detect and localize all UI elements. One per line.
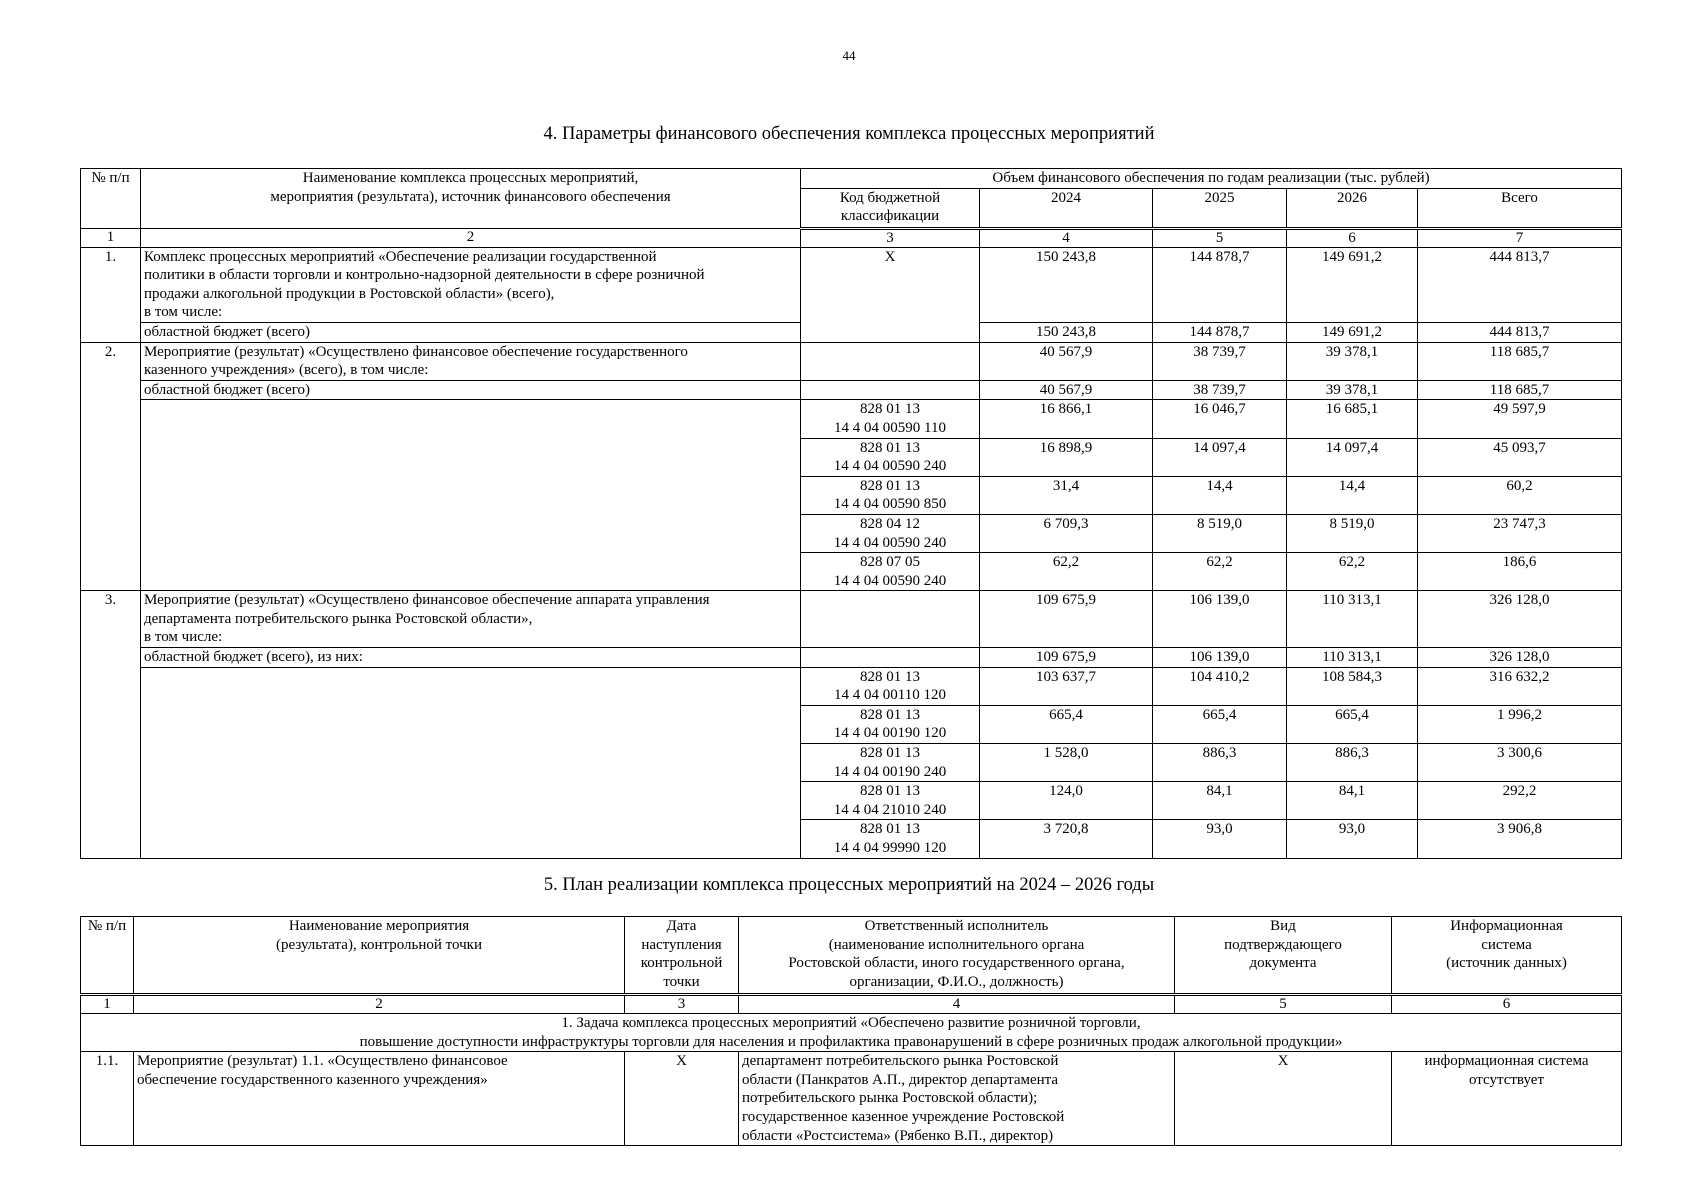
- value-2024: 109 675,9: [980, 648, 1153, 668]
- value-total: 292,2: [1418, 782, 1622, 820]
- section-5-title: 5. План реализации комплекса процессных мероприятий на 2024 – 2026 годы: [543, 875, 1155, 895]
- value-2026: 14,4: [1287, 476, 1418, 514]
- budget-kbk: [801, 380, 980, 400]
- header-name-line: мероприятия (результата), источник финансового обеспечения: [270, 188, 671, 205]
- header-info-system: Информационная система (источник данных): [1392, 917, 1622, 995]
- col-number: 2: [141, 228, 801, 247]
- header-volume: Объем финансового обеспечения по годам реализации (тыс. рублей): [801, 169, 1622, 189]
- kbk-code: 828 01 13 14 4 04 21010 240: [801, 782, 980, 820]
- row-num: 1.1.: [81, 1052, 134, 1146]
- kbk-code: 828 01 13 14 4 04 00590 240: [801, 438, 980, 476]
- value-2025: 144 878,7: [1153, 322, 1287, 342]
- item-name-line: политики в области торговли и контрольно-надзорной деятельности в сфере розничной: [144, 267, 705, 284]
- header-name: [141, 169, 801, 229]
- budget-label: областной бюджет (всего): [141, 322, 801, 342]
- item-2-row: [81, 342, 1622, 380]
- budget-label: областной бюджет (всего): [141, 380, 801, 400]
- value-2025: 106 139,0: [1153, 648, 1287, 668]
- value-2026: 8 519,0: [1287, 514, 1418, 552]
- item-num: 2.: [81, 342, 141, 591]
- item-name-line: в том числе:: [144, 304, 223, 321]
- value-2026: 39 378,1: [1287, 342, 1418, 380]
- header-kbk-line: Код бюджетной: [839, 189, 941, 206]
- value-2025: 62,2: [1153, 553, 1287, 591]
- item-num: 3.: [81, 591, 141, 858]
- header-document-type: Вид подтверждающего документа: [1175, 917, 1392, 995]
- header-year-2024: 2024: [980, 188, 1153, 228]
- value-2026: 149 691,2: [1287, 322, 1418, 342]
- value-2024: 40 567,9: [980, 342, 1153, 380]
- budget-row: [81, 380, 1622, 400]
- value-2025: 8 519,0: [1153, 514, 1287, 552]
- value-2025: 104 410,2: [1153, 667, 1287, 705]
- value-2024: 3 720,8: [980, 820, 1153, 858]
- item-name-line: Мероприятие (результат) «Осуществлено финансовое обеспечение аппарата управления: [144, 592, 710, 609]
- kbk-row: [81, 400, 1622, 438]
- task-heading: 1. Задача комплекса процессных мероприятий «Обеспечено развитие розничной торговли, повышение доступности инфраструктуры торговли для населения и профилактика правонарушений в сфере розничных продаж алкогольной продукции»: [81, 1014, 1622, 1052]
- header-year-2026: 2026: [1287, 188, 1418, 228]
- value-2026: 886,3: [1287, 744, 1418, 782]
- row-info-system: информационная система отсутствует: [1392, 1052, 1622, 1146]
- row-name: Мероприятие (результат) 1.1. «Осуществлено финансовое обеспечение государственного казенного учреждения»: [134, 1052, 625, 1146]
- kbk-code: 828 01 13 14 4 04 00190 120: [801, 705, 980, 743]
- item-num: 1.: [81, 247, 141, 342]
- item-name-line: департамента потребительского рынка Ростовской области»,: [144, 610, 533, 627]
- plan-table: [80, 916, 1622, 1146]
- kbk-code: 828 01 13 14 4 04 00110 120: [801, 667, 980, 705]
- value-2026: 149 691,2: [1287, 247, 1418, 322]
- value-2025: 38 739,7: [1153, 380, 1287, 400]
- value-total: 118 685,7: [1418, 380, 1622, 400]
- value-2024: 150 243,8: [980, 322, 1153, 342]
- value-2024: 16 898,9: [980, 438, 1153, 476]
- kbk-code: 828 01 13 14 4 04 00190 240: [801, 744, 980, 782]
- value-total: 3 300,6: [1418, 744, 1622, 782]
- value-2025: 38 739,7: [1153, 342, 1287, 380]
- item-name-line: в том числе:: [144, 629, 223, 646]
- value-2025: 16 046,7: [1153, 400, 1287, 438]
- value-total: 326 128,0: [1418, 648, 1622, 668]
- budget-kbk: [801, 648, 980, 668]
- value-2025: 84,1: [1153, 782, 1287, 820]
- item-name-line: Мероприятие (результат) «Осуществлено финансовое обеспечение государственного: [144, 343, 688, 360]
- section-4-title: 4. Параметры финансового обеспечения комплекса процессных мероприятий: [543, 124, 1155, 144]
- item-name: [141, 342, 801, 380]
- value-total: 60,2: [1418, 476, 1622, 514]
- budget-row: [81, 648, 1622, 668]
- header-name-line: Наименование комплекса процессных мероприятий,: [302, 170, 639, 186]
- value-2024: 665,4: [980, 705, 1153, 743]
- item-name-line: Комплекс процессных мероприятий «Обеспечение реализации государственной: [144, 248, 657, 265]
- value-2024: 40 567,9: [980, 380, 1153, 400]
- value-2024: 109 675,9: [980, 591, 1153, 648]
- header-date: Дата наступления контрольной точки: [625, 917, 739, 995]
- header-num: № п/п: [81, 917, 134, 995]
- value-total: 23 747,3: [1418, 514, 1622, 552]
- value-2025: 14 097,4: [1153, 438, 1287, 476]
- value-2024: 16 866,1: [980, 400, 1153, 438]
- kbk-code: 828 04 12 14 4 04 00590 240: [801, 514, 980, 552]
- kbk-code: 828 01 13 14 4 04 00590 850: [801, 476, 980, 514]
- financial-table: [80, 168, 1622, 859]
- blank-name-cell: [141, 400, 801, 591]
- item-name: [141, 591, 801, 648]
- header-total: Всего: [1418, 188, 1622, 228]
- plan-table-body: [81, 917, 1622, 1146]
- value-2025: 14,4: [1153, 476, 1287, 514]
- plan-row: [81, 1052, 1622, 1146]
- page-number: 44: [842, 48, 856, 63]
- value-2026: 16 685,1: [1287, 400, 1418, 438]
- item-name-line: казенного учреждения» (всего), в том числе:: [144, 362, 429, 379]
- value-2025: 665,4: [1153, 705, 1287, 743]
- value-2024: 150 243,8: [980, 247, 1153, 322]
- value-2026: 62,2: [1287, 553, 1418, 591]
- header-year-2025: 2025: [1153, 188, 1287, 228]
- value-total: 118 685,7: [1418, 342, 1622, 380]
- header-kbk: [801, 188, 980, 228]
- kbk-row: [81, 667, 1622, 705]
- value-2025: 106 139,0: [1153, 591, 1287, 648]
- item-kbk: [801, 342, 980, 380]
- value-2026: 110 313,1: [1287, 591, 1418, 648]
- col-number: 1: [81, 228, 141, 247]
- value-2025: 93,0: [1153, 820, 1287, 858]
- value-2024: 103 637,7: [980, 667, 1153, 705]
- value-2026: 84,1: [1287, 782, 1418, 820]
- item-3-row: [81, 591, 1622, 648]
- budget-label: областной бюджет (всего), из них:: [141, 648, 801, 668]
- plan-header-row: [81, 917, 1622, 995]
- task-row: [81, 1014, 1622, 1052]
- value-total: 45 093,7: [1418, 438, 1622, 476]
- value-total: 49 597,9: [1418, 400, 1622, 438]
- col-number: 6: [1287, 228, 1418, 247]
- value-2026: 93,0: [1287, 820, 1418, 858]
- value-total: 326 128,0: [1418, 591, 1622, 648]
- header-num: № п/п: [81, 169, 141, 229]
- blank-name-cell: [141, 667, 801, 858]
- value-2024: 31,4: [980, 476, 1153, 514]
- row-date: Х: [625, 1052, 739, 1146]
- col-number: 4: [980, 228, 1153, 247]
- value-2024: 124,0: [980, 782, 1153, 820]
- value-2024: 1 528,0: [980, 744, 1153, 782]
- value-total: 444 813,7: [1418, 247, 1622, 322]
- value-2026: 665,4: [1287, 705, 1418, 743]
- col-number: 6: [1392, 995, 1622, 1014]
- value-2026: 14 097,4: [1287, 438, 1418, 476]
- col-number: 7: [1418, 228, 1622, 247]
- value-total: 444 813,7: [1418, 322, 1622, 342]
- col-number: 2: [134, 995, 625, 1014]
- col-number: 5: [1153, 228, 1287, 247]
- col-number: 4: [739, 995, 1175, 1014]
- value-2026: 110 313,1: [1287, 648, 1418, 668]
- col-number: 5: [1175, 995, 1392, 1014]
- value-2026: 108 584,3: [1287, 667, 1418, 705]
- item-kbk: Х: [801, 247, 980, 342]
- value-2024: 6 709,3: [980, 514, 1153, 552]
- value-2025: 886,3: [1153, 744, 1287, 782]
- value-total: 1 996,2: [1418, 705, 1622, 743]
- value-total: 186,6: [1418, 553, 1622, 591]
- header-name: Наименование мероприятия (результата), контрольной точки: [134, 917, 625, 995]
- kbk-code: 828 01 13 14 4 04 99990 120: [801, 820, 980, 858]
- kbk-code: 828 07 05 14 4 04 00590 240: [801, 553, 980, 591]
- value-total: 3 906,8: [1418, 820, 1622, 858]
- value-2024: 62,2: [980, 553, 1153, 591]
- item-kbk: [801, 591, 980, 648]
- item-1-row: [81, 247, 1622, 322]
- item-name: [141, 247, 801, 322]
- value-total: 316 632,2: [1418, 667, 1622, 705]
- col-number: 3: [625, 995, 739, 1014]
- col-number: 3: [801, 228, 980, 247]
- row-document-type: Х: [1175, 1052, 1392, 1146]
- header-kbk-line: классификации: [840, 208, 940, 225]
- header-responsible: Ответственный исполнитель (наименование исполнительного органа Ростовской области, иного государственного органа, организации, Ф.И.О., должность): [739, 917, 1175, 995]
- col-number: 1: [81, 995, 134, 1014]
- item-name-line: продажи алкогольной продукции в Ростовской области» (всего),: [144, 285, 555, 302]
- value-2025: 144 878,7: [1153, 247, 1287, 322]
- financial-table-body: [81, 169, 1622, 859]
- row-responsible: департамент потребительского рынка Ростовской области (Панкратов А.П., директор департамента потребительского рынка Ростовской области); государственное казенное учреждение Ростовской области «Ростсистема» (Рябенко В.П., директор): [739, 1052, 1175, 1146]
- value-2026: 39 378,1: [1287, 380, 1418, 400]
- kbk-code: 828 01 13 14 4 04 00590 110: [801, 400, 980, 438]
